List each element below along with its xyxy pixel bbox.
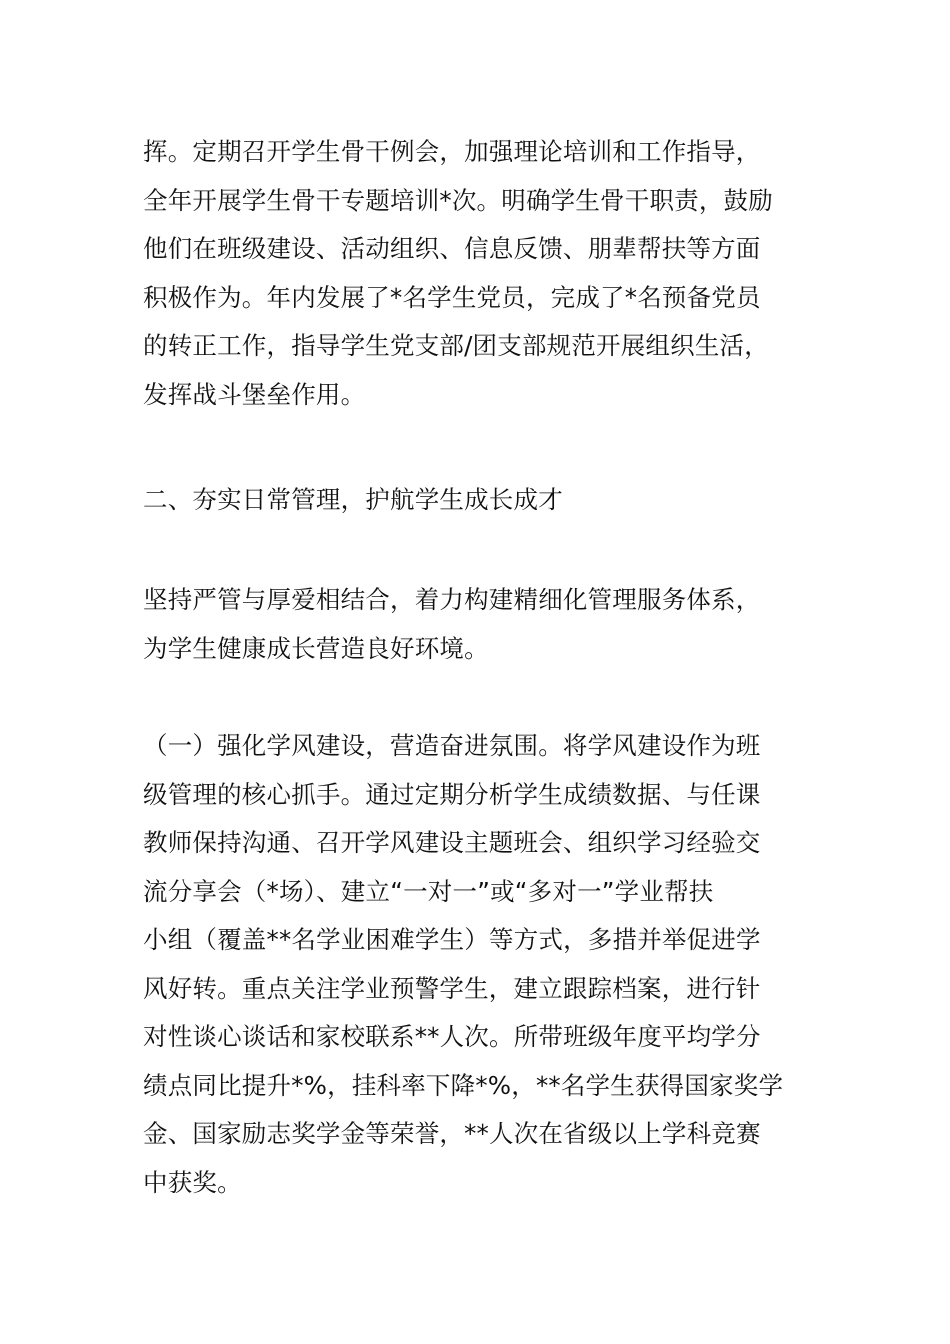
text-line: 小组（覆盖**名学业困难学生）等方式，多措并举促进学 bbox=[143, 925, 761, 954]
text-line: 教师保持沟通、召开学风建设主题班会、组织学习经验交 bbox=[143, 828, 761, 857]
text-line: 他们在班级建设、活动组织、信息反馈、朋辈帮扶等方面 bbox=[143, 234, 761, 263]
text-line: 积极作为。年内发展了*名学生党员，完成了*名预备党员 bbox=[143, 282, 761, 312]
text-line: 为学生健康成长营造良好环境。 bbox=[143, 633, 489, 663]
text-line: 坚持严管与厚爱相结合，着力构建精细化管理服务体系， bbox=[143, 585, 761, 614]
text-line: 挥。定期召开学生骨干例会，加强理论培训和工作指导， bbox=[143, 137, 761, 166]
text-line: 风好转。重点关注学业预警学生，建立跟踪档案，进行针 bbox=[143, 973, 761, 1003]
text-line: 金、国家励志奖学金等荣誉，**人次在省级以上学科竞赛 bbox=[143, 1119, 761, 1148]
paragraph-study-style bbox=[143, 722, 823, 1207]
text-line: 流分享会（*场）、建立“一对一”或“多对一”学业帮扶 bbox=[143, 876, 714, 906]
text-line: 的转正工作，指导学生党支部/团支部规范开展组织生活， bbox=[143, 331, 769, 360]
text-line: （一）强化学风建设，营造奋进氛围。将学风建设作为班 bbox=[143, 731, 761, 760]
paragraph-student-cadre bbox=[143, 128, 823, 419]
paragraph-intro bbox=[143, 576, 823, 673]
text-line: 对性谈心谈话和家校联系**人次。所带班级年度平均学分 bbox=[143, 1022, 761, 1051]
text-line: 绩点同比提升*%，挂科率下降*%，**名学生获得国家奖学 bbox=[143, 1070, 784, 1100]
text-line: 级管理的核心抓手。通过定期分析学生成绩数据、与任课 bbox=[143, 779, 761, 809]
text-line: 中获奖。 bbox=[143, 1167, 242, 1197]
text-line: 发挥战斗堡垒作用。 bbox=[143, 379, 366, 409]
heading-line: 二、夯实日常管理，护航学生成长成才 bbox=[143, 485, 563, 514]
text-line: 全年开展学生骨干专题培训*次。明确学生骨干职责，鼓励 bbox=[143, 185, 773, 215]
section-heading bbox=[143, 476, 823, 525]
